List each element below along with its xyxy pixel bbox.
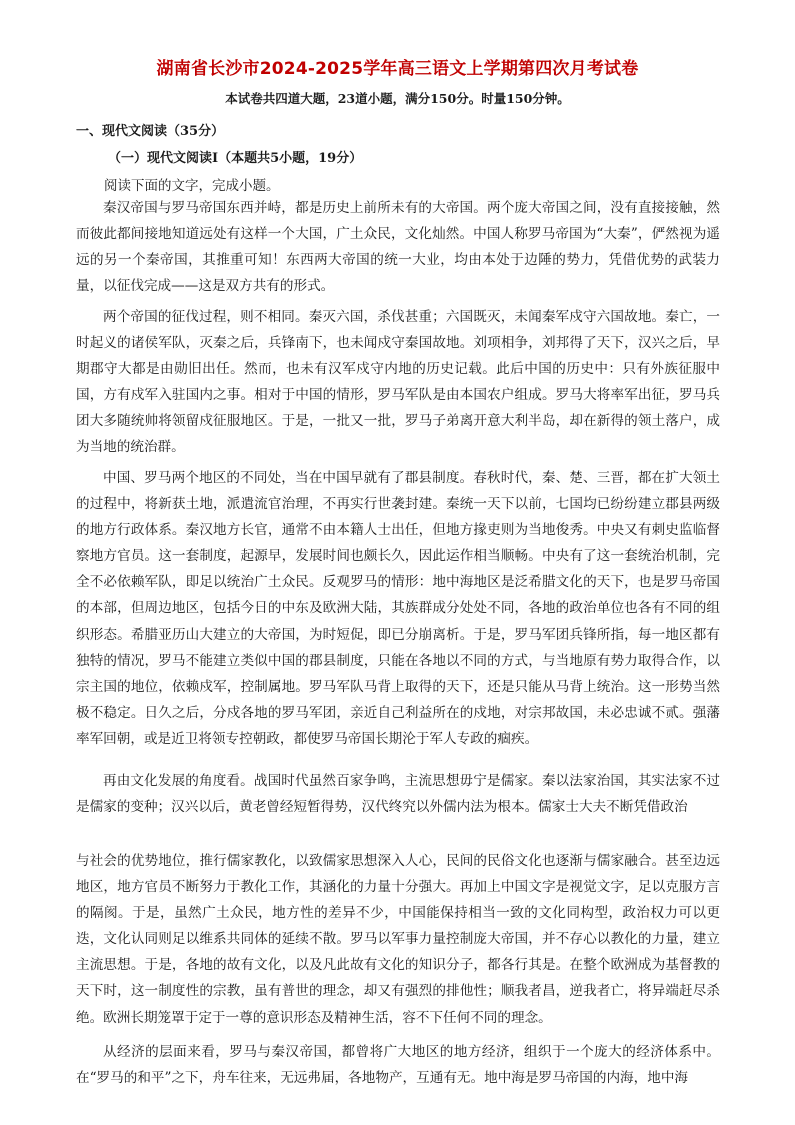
passage-paragraph-3: 中国、罗马两个地区的不同处，当在中国早就有了郡县制度。春秋时代，秦、楚、三晋，都在扩大领土的过程中，将新获土地，派遣流官治理，不再实行世袭封建。秦统一天下以前，七国均已纷纷建立郡县两级的地方行政体系。秦汉地方长官，通常不由本籍人士出任，但地方掾吏则为当地俊秀。中央又有刺史监临督察地方官员。这一套制度，起源早，发展时间也颇长久，因此运作相当顺畅。中央有了这一套统治机制，完全不必依赖军队，即足以统治广土众民。反观罗马的情形：地中海地区是泛希腊文化的天下，也是罗马帝国的本部，但周边地区，包括今日的中东及欧洲大陆，其族群成分处处不同，各地的政治单位也各有不同的组织形态。希腊亚历山大建立的大帝国，为时短促，即已分崩离析。于是，罗马军团兵锋所指，每一地区都有独特的情况，罗马不能建立类似中国的郡县制度，只能在各地以不同的方式，与当地原有势力取得合作，以宗主国的地位，依赖戍军，控制属地。罗马军队马背上取得的天下，还是只能从马背上统治。这一形势当然极不稳定。日久之后，分戍各地的罗马军团，亲近自己利益所在的戍地，对宗邦故国，未必忠诚不贰。强藩率军回朝，或是近卫将领专控朝政，都使罗马帝国长期沦于军人专政的痼疾。 xyxy=(76,470,720,747)
exam-title: 湖南省长沙市2024-2025学年高三语文上学期第四次月考试卷 xyxy=(156,59,639,79)
passage-paragraph-1: 秦汉帝国与罗马帝国东西并峙，都是历史上前所未有的大帝国。两个庞大帝国之间，没有直接接触，然而彼此都间接地知道远处有这样一个大国，广土众民，文化灿然。中国人称罗马帝国为“大秦”，俨然视为遥远的另一个秦帝国，其推重可知！东西两大帝国的统一大业，均由本处于边陲的势力，凭借优势的武装力量，以征伐完成——这是双方共有的形式。 xyxy=(76,200,720,295)
exam-info: 本试卷共四道大题，23道小题，满分150分。时量150分钟。 xyxy=(225,91,570,106)
section-heading-modern-reading: 一、现代文阅读（35分） xyxy=(76,124,225,139)
passage-paragraph-2: 两个帝国的征伐过程，则不相同。秦灭六国，杀伐甚重；六国既灭，未闻秦军戍守六国故地。秦亡，一时起义的诸侯军队，灭秦之后，兵锋南下，也未闻戍守秦国故地。刘项相争，刘邦得了天下，汉兴之后，早期郡守大都是由勋旧出任。然而，也未有汉军戍守内地的历史记载。此后中国的历史中：只有外族征服中国，方有戍军入驻国内之事。相对于中国的情形，罗马军队是由本国农户组成。罗马大将率军出征，罗马兵团大多随统帅将领留戍征服地区。于是，一批又一批，罗马子弟离开意大利半岛，却在新得的领土落户，成为当地的统治群。 xyxy=(76,309,720,456)
subsection-heading-reading-1: （一）现代文阅读Ⅰ（本题共5小题，19分） xyxy=(108,151,363,166)
passage-paragraph-4: 再由文化发展的角度看。战国时代虽然百家争鸣，主流思想毋宁是儒家。秦以法家治国，其实法家不过是儒家的变种；汉兴以后，黄老曾经短暂得势，汉代终究以外儒内法为根本。儒家士大夫不断凭借政治 xyxy=(76,773,720,816)
passage-paragraph-5: 从经济的层面来看，罗马与秦汉帝国，都曾将广大地区的地方经济，组织于一个庞大的经济体系中。在“罗马的和平”之下，舟车往来，无远弗届，各地物产，互通有无。地中海是罗马帝国的内海，地中海 xyxy=(76,1044,720,1087)
reading-instruction: 阅读下面的文字，完成小题。 xyxy=(104,178,280,194)
passage-paragraph-4-continued: 与社会的优势地位，推行儒家教化，以致儒家思想深入人心，民间的民俗文化也逐渐与儒家融合。甚至边远地区，地方官员不断努力于教化工作，其涵化的力量十分强大。再加上中国文字是视觉文字，足以克服方言的隔阂。于是，虽然广土众民，地方性的差异不少，中国能保持相当一致的文化同构型，政治权力可以更迭，文化认同则足以维系共同体的延续不散。罗马以军事力量控制庞大帝国，并不存心以教化的力量，建立主流思想。于是，各地的故有文化，以及凡此故有文化的知识分子，都各行其是。在整个欧洲成为基督教的天下时，这一制度性的宗教，虽有普世的理念，却又有强烈的排他性；顺我者昌，逆我者亡，将异端赶尽杀绝。欧洲长期笼罩于定于一尊的意识形态及精神生活，容不下任何不同的理念。 xyxy=(76,853,720,1026)
